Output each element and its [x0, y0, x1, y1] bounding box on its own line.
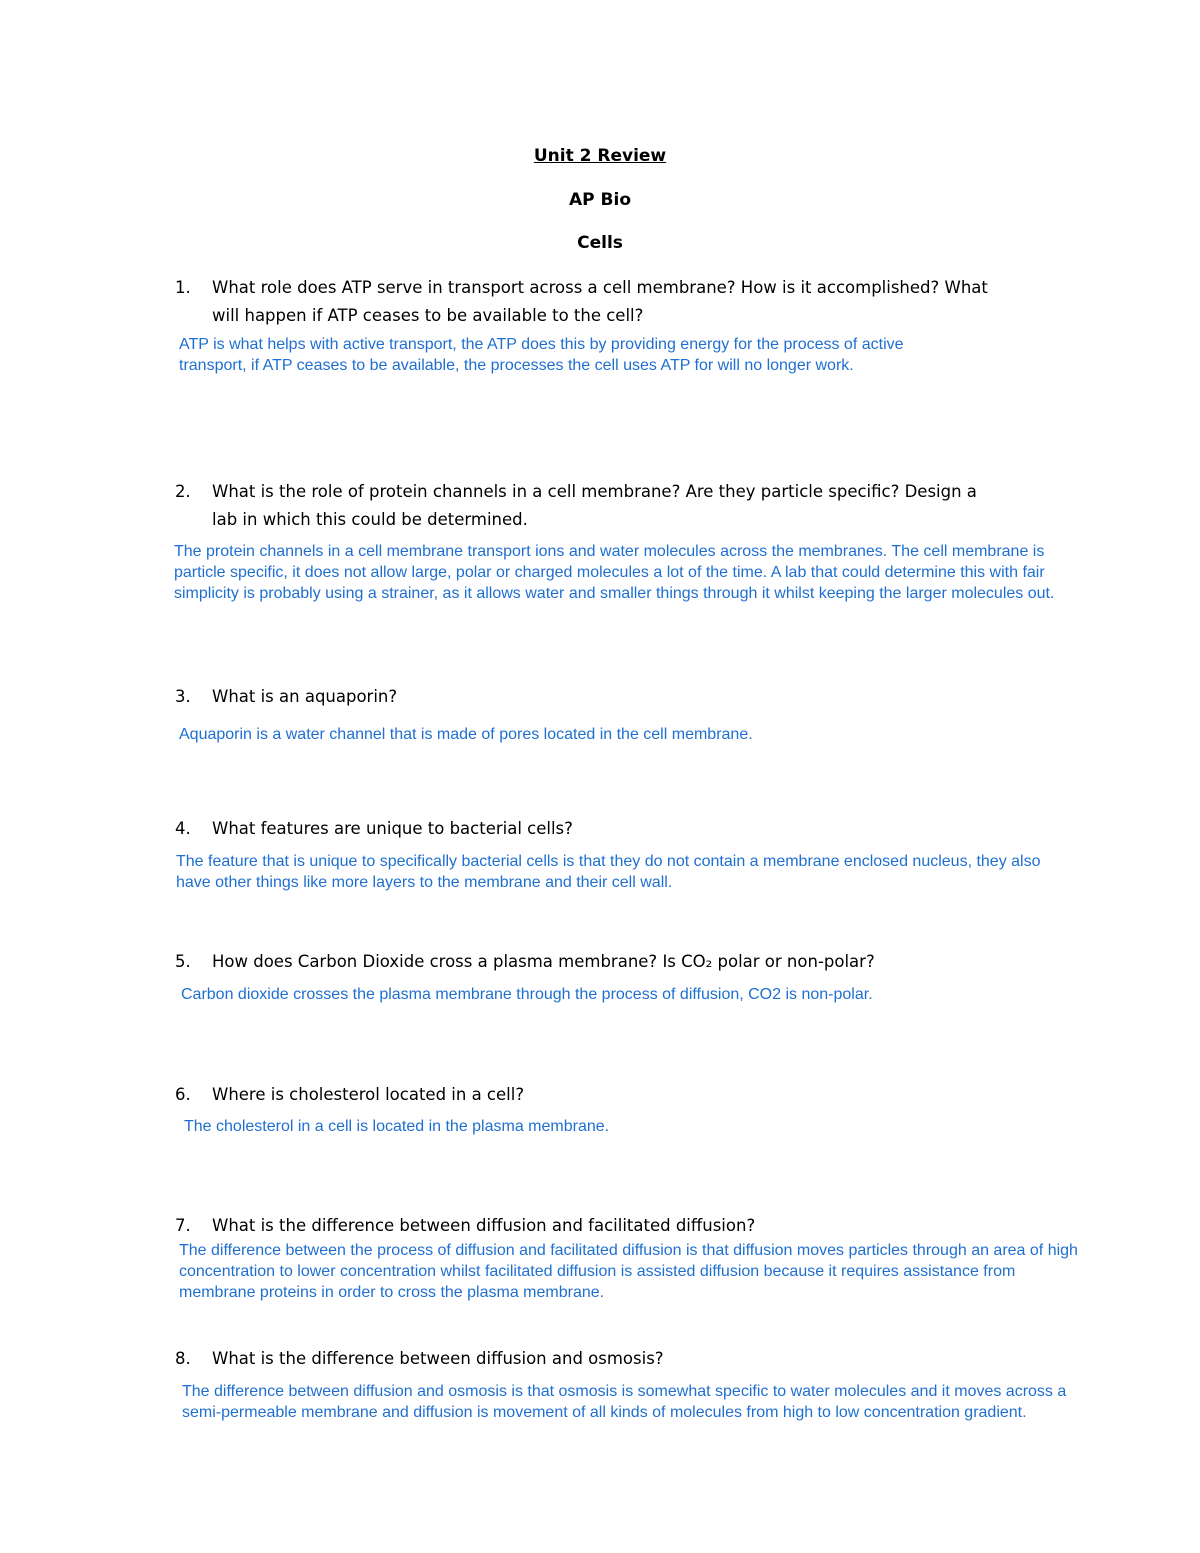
answer-3-line-1: Aquaporin is a water channel that is made of pores located in the cell membrane.: [179, 726, 753, 743]
question-2-line-2: lab in which this could be determined.: [212, 510, 528, 529]
answer-6-line-1: The cholesterol in a cell is located in the plasma membrane.: [184, 1118, 610, 1135]
question-1-text: [212, 274, 1072, 330]
answer-3: [179, 724, 753, 745]
answer-7-line-1: The difference between the process of diffusion and facilitated diffusion is that diffusion moves particles through an area of high: [179, 1242, 1078, 1259]
question-4-number: 4.: [175, 819, 191, 838]
answer-4-line-2: have other things like more layers to the membrane and their cell wall.: [176, 874, 673, 891]
question-5-number: 5.: [175, 952, 191, 971]
answer-2: [174, 541, 1054, 604]
question-7-line-1: What is the difference between diffusion and facilitated diffusion?: [212, 1216, 756, 1235]
answer-8-line-2: semi-permeable membrane and diffusion is movement of all kinds of molecules from high to low concentration gradient.: [182, 1404, 1027, 1421]
question-8-number: 8.: [175, 1349, 191, 1368]
question-7-number: 7.: [175, 1216, 191, 1235]
question-2-line-1: What is the role of protein channels in a cell membrane? Are they particle specific? Design a: [212, 482, 977, 501]
answer-6: [184, 1116, 609, 1137]
question-6-text: [212, 1081, 1072, 1109]
document-topic: Cells: [577, 233, 623, 253]
question-7-text: [212, 1212, 1072, 1240]
answer-7-line-3: membrane proteins in order to cross the plasma membrane.: [179, 1284, 605, 1301]
answer-7: [179, 1240, 1078, 1303]
answer-2-line-1: The protein channels in a cell membrane transport ions and water molecules across the membranes. The cell membrane is: [174, 543, 1045, 560]
question-4-text: [212, 815, 1072, 843]
question-3-number: 3.: [175, 687, 191, 706]
answer-4: [176, 851, 1041, 893]
question-2-text: [212, 478, 1072, 534]
question-5-text: [212, 948, 1072, 976]
question-6-line-1: Where is cholesterol located in a cell?: [212, 1085, 525, 1104]
answer-5: [181, 984, 873, 1005]
question-3-text: [212, 683, 1072, 711]
answer-8-line-1: The difference between diffusion and osmosis is that osmosis is somewhat specific to water molecules and it moves across a: [182, 1383, 1067, 1400]
answer-7-line-2: concentration to lower concentration whilst facilitated diffusion is assisted diffusion because it requires assistance from: [179, 1263, 1016, 1280]
question-3-line-1: What is an aquaporin?: [212, 687, 398, 706]
question-2-number: 2.: [175, 482, 191, 501]
answer-5-line-1: Carbon dioxide crosses the plasma membrane through the process of diffusion, CO2 is non-polar.: [181, 986, 873, 1003]
question-1-line-2: will happen if ATP ceases to be available to the cell?: [212, 306, 644, 325]
question-1-number: 1.: [175, 278, 191, 297]
question-5-line-1: How does Carbon Dioxide cross a plasma membrane? Is CO₂ polar or non-polar?: [212, 952, 875, 971]
question-4-line-1: What features are unique to bacterial cells?: [212, 819, 573, 838]
answer-1-line-2: transport, if ATP ceases to be available, the processes the cell uses ATP for will no longer work.: [179, 357, 854, 374]
answer-8: [182, 1381, 1066, 1423]
answer-4-line-1: The feature that is unique to specifically bacterial cells is that they do not contain a membrane enclosed nucleus, they also: [176, 853, 1041, 870]
question-8-text: [212, 1345, 1072, 1373]
document-subtitle: AP Bio: [569, 190, 631, 210]
answer-1-line-1: ATP is what helps with active transport, the ATP does this by providing energy for the process of active: [179, 336, 904, 353]
document-title: Unit 2 Review: [533, 146, 667, 166]
question-6-number: 6.: [175, 1085, 191, 1104]
answer-1: [179, 334, 904, 376]
question-8-line-1: What is the difference between diffusion and osmosis?: [212, 1349, 664, 1368]
question-1-line-1: What role does ATP serve in transport across a cell membrane? How is it accomplished? What: [212, 278, 988, 297]
answer-2-line-3: simplicity is probably using a strainer, as it allows water and smaller things through it whilst keeping the larger molecules out.: [174, 585, 1055, 602]
answer-2-line-2: particle specific, it does not allow large, polar or charged molecules a lot of the time. A lab that could determine this with fair: [174, 564, 1045, 581]
